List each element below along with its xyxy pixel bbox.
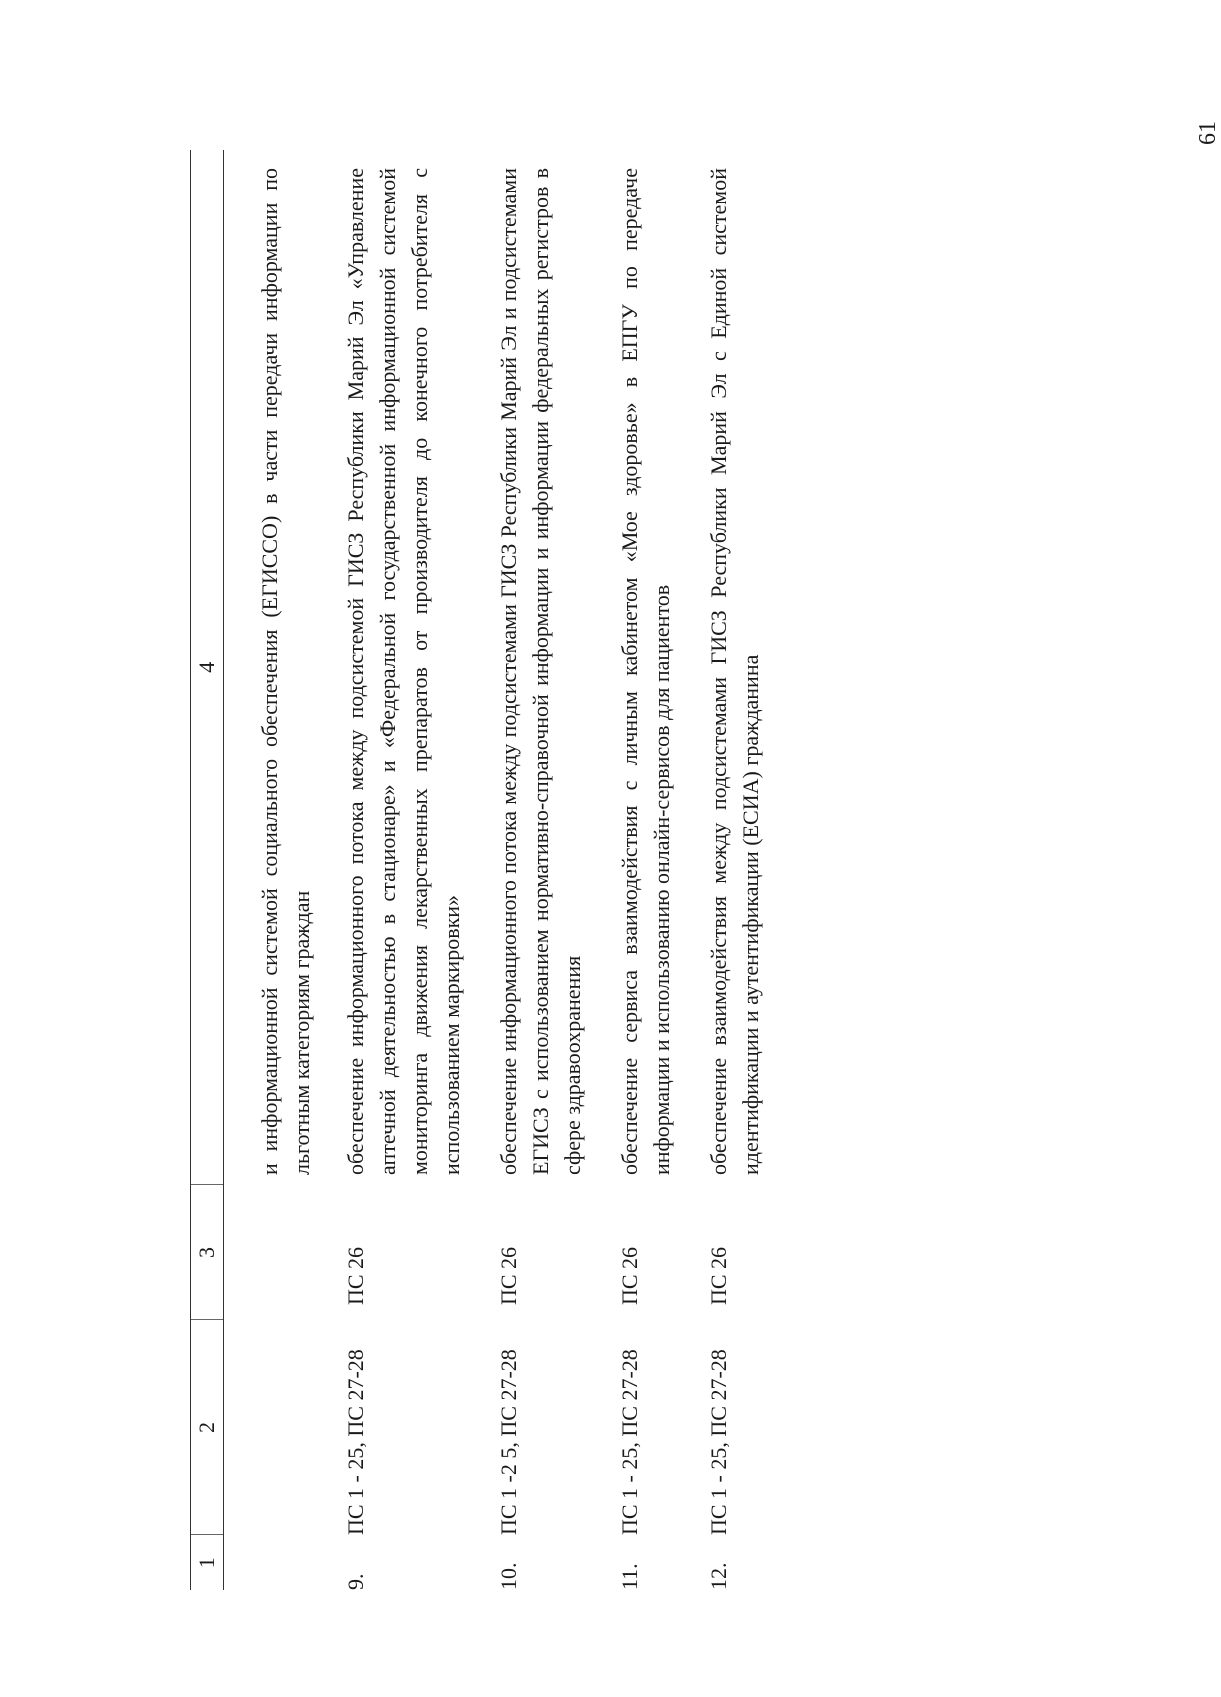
row-source-subsystems: ПС 1 -2 5, ПС 27-28	[496, 1349, 521, 1535]
row-target-subsystem: ПС 26	[496, 1246, 521, 1305]
page-number: 61	[1195, 121, 1221, 145]
header-col-3: 3	[191, 1185, 224, 1320]
row-source-subsystems: ПС 1 - 25, ПС 27-28	[617, 1349, 642, 1535]
cell-empty	[224, 1320, 341, 1535]
rotated-table-sheet	[190, 150, 950, 1590]
row-source-subsystems: ПС 1 - 25, ПС 27-28	[706, 1349, 731, 1535]
table-row	[340, 150, 493, 1590]
interaction-table	[190, 150, 792, 1590]
table-row	[614, 150, 703, 1590]
row-description: обеспечение информационного потока между подсистемой ГИСЗ Республики Марий Эл «Управление аптечной деятельностью в стационаре» и «Федеральной государственной информационной системой мониторинга движения лекарственных препаратов от производителя до конечного потребителя с использованием маркировки»	[343, 168, 464, 1175]
table-row	[703, 150, 792, 1590]
table-row	[493, 150, 614, 1590]
header-col-2: 2	[191, 1320, 224, 1535]
row-number: 10.	[496, 1562, 521, 1590]
cell-empty	[224, 1185, 341, 1320]
row-number: 9.	[343, 1573, 368, 1590]
row-target-subsystem: ПС 26	[706, 1246, 731, 1305]
row-source-subsystems: ПС 1 - 25, ПС 27-28	[343, 1349, 368, 1535]
row-target-subsystem: ПС 26	[343, 1246, 368, 1305]
row-number: 12.	[706, 1562, 731, 1590]
header-col-1: 1	[191, 1535, 224, 1590]
row-number: 11.	[617, 1563, 642, 1590]
header-row	[191, 150, 224, 1590]
table-body	[224, 150, 793, 1590]
table-row-continuation	[224, 150, 341, 1590]
row-description: и информационной системой социального обеспечения (ЕГИССО) в части передачи информации по льготным категориям граждан	[257, 168, 314, 1175]
table-header	[191, 150, 224, 1590]
row-description: обеспечение сервиса взаимодействия с личным кабинетом «Мое здоровье» в ЕПГУ по передаче информации и использованию онлайн-сервисов для пациентов	[617, 168, 674, 1175]
header-col-4: 4	[191, 150, 224, 1185]
row-description: обеспечение информационного потока между подсистемами ГИСЗ Республики Марий Эл и подсистемами ЕГИСЗ с использованием нормативно-справочной информации и информации федеральных регистров в сфере здравоохранения	[496, 168, 585, 1175]
cell-empty	[224, 1535, 341, 1590]
row-description: обеспечение взаимодействия между подсистемами ГИСЗ Республики Марий Эл с Единой системой идентификации и аутентификации (ЕСИА) гражданина	[706, 168, 763, 1175]
row-target-subsystem: ПС 26	[617, 1246, 642, 1305]
